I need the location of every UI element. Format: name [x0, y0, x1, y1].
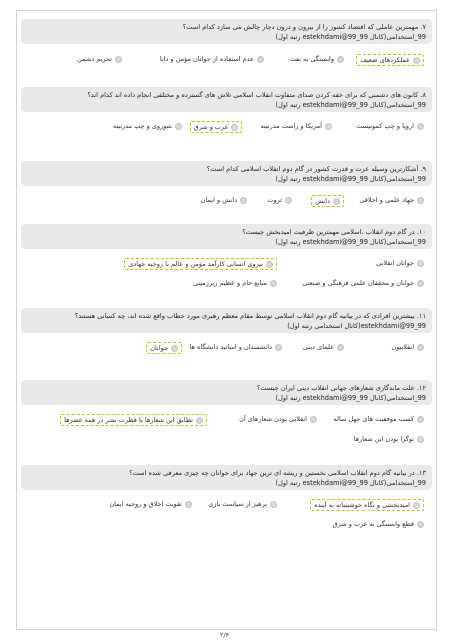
option-label: تطابق این شعارها با فطرت بشر در همه عصرها: [64, 416, 193, 424]
radio-icon[interactable]: [413, 57, 420, 64]
radio-icon[interactable]: [185, 501, 192, 508]
radio-icon[interactable]: [266, 261, 273, 268]
question-title: ۸. کانون های دشمنی که برای خفه کردن صدای متفاوت انقلاب اسلامی تلاش های گسترده و مختلفی انجام داده اند کدام اند؟: [87, 91, 426, 99]
option[interactable]: [109, 500, 192, 508]
option[interactable]: [334, 415, 424, 423]
radio-icon[interactable]: [413, 502, 420, 509]
option-label: علمای دینی: [302, 343, 334, 351]
option-label: منابع خام و عظیم زیرزمینی: [192, 279, 267, 287]
option-label: شوروی و چپ مدرنیته: [112, 122, 172, 130]
radio-icon[interactable]: [417, 521, 424, 528]
option[interactable]: [310, 499, 424, 511]
radio-icon[interactable]: [115, 56, 122, 63]
radio-icon[interactable]: [270, 501, 277, 508]
question-header: [21, 224, 432, 249]
option-label: کسب موفقیت های چهل ساله: [333, 415, 414, 423]
question-channel: 99_استخدامی(کانال estekhdami@99_99 رتبه اول): [275, 33, 426, 41]
option[interactable]: [189, 343, 282, 351]
question-channel: 99_استخدامی(کانال estekhdami@99_99 رتبه اول): [275, 479, 426, 487]
radio-icon[interactable]: [337, 56, 344, 63]
question-8: [21, 87, 432, 138]
option-label: عدم استفاده از جوانان مؤمن و دانا: [159, 55, 254, 63]
option-label: انقلابی بودن شعارهای آن: [239, 415, 307, 423]
radio-icon[interactable]: [417, 197, 424, 204]
question-title: ۱۳. در بیانیه گام دوم انقلاب اسلامی نخستین و ریشه ای ترین جهاد برای جوانان چه چیزی معرفی شده است؟: [129, 469, 426, 477]
option-label: اروپا و چپ کمونیست: [356, 122, 414, 130]
radio-icon[interactable]: [285, 197, 292, 204]
radio-icon[interactable]: [270, 280, 277, 287]
option[interactable]: [239, 415, 317, 423]
radio-icon[interactable]: [417, 123, 424, 130]
question-title: ۹. آشکارترین وسیله عزت و قدرت کشور در گام دوم انقلاب اسلامی کدام است؟: [206, 165, 426, 173]
option-label: عملکردهای ضعیف: [360, 56, 410, 64]
radio-icon[interactable]: [196, 417, 203, 424]
question-9: [21, 161, 432, 212]
question-channel: 99_استخدامی(کانال estekhdami@99_99 رتبه اول): [275, 175, 426, 183]
option[interactable]: [77, 55, 122, 63]
option[interactable]: [146, 342, 182, 354]
option[interactable]: [356, 54, 424, 66]
option[interactable]: [376, 259, 424, 267]
radio-icon[interactable]: [337, 344, 344, 351]
radio-icon[interactable]: [417, 260, 424, 267]
question-channel: 99_استخدامی(کانال estekhdami@99_99 رتبه اول): [275, 238, 426, 246]
option[interactable]: [290, 55, 344, 63]
option[interactable]: [303, 343, 344, 351]
option[interactable]: [391, 343, 424, 351]
question-title: ۱۱. بیشترین افرادی که در بیانیه گام دوم انقلاب اسلامی توسط مقام معظم رهبری مورد خطاب واقع شده اند، چه کسانی هستند؟99_99@estekhdami(کانال استخدامی رتبه اول): [74, 312, 426, 330]
option[interactable]: [124, 258, 277, 270]
option-label: پرهیز از سیاست بازی: [208, 500, 267, 508]
question-13: [21, 465, 432, 538]
question-title: ۱۲. علت ماندگاری شعارهای جهانی انقلاب دینی ایران چیست؟: [256, 384, 426, 392]
option[interactable]: [208, 500, 277, 508]
option[interactable]: [354, 435, 424, 443]
option-label: جوانان و محققان علمی فرهنگی و صنعتی: [302, 279, 414, 287]
option-label: انقلابیون: [391, 343, 414, 351]
option-label: تقویت اخلاق و روحیه ایمان: [109, 500, 182, 508]
option[interactable]: [193, 279, 277, 287]
option-label: آمریکا و راست مدرنیته: [260, 122, 322, 130]
option[interactable]: [201, 196, 247, 204]
option[interactable]: [359, 196, 424, 204]
option-label: دانش و ایمان: [200, 196, 237, 204]
radio-icon[interactable]: [333, 198, 340, 205]
radio-icon[interactable]: [257, 56, 264, 63]
option-label: جوانان انقلابی: [376, 259, 414, 267]
option[interactable]: [333, 520, 424, 528]
question-title: ۱۰. در گام دوم انقلاب ،اسلامی مهمترین ظرفیت امیدبخش چیست؟: [242, 228, 426, 236]
option-label: دانش: [315, 197, 330, 205]
question-header: [21, 308, 432, 333]
radio-icon[interactable]: [417, 280, 424, 287]
question-12: [21, 380, 432, 453]
option-label: وابستگی به نفت: [289, 55, 334, 63]
option[interactable]: [160, 55, 264, 63]
option[interactable]: [113, 122, 182, 130]
page-number: ۲/۴: [219, 631, 230, 639]
radio-icon[interactable]: [417, 344, 424, 351]
radio-icon[interactable]: [231, 124, 238, 131]
option-label: ثروت: [267, 196, 282, 204]
option-label: امیدبخشی و نگاه خوشبینانه به آینده: [314, 501, 410, 509]
option-label: جهاد علمی و اخلاقی: [359, 196, 414, 204]
question-title: ۷. مهمترین عاملی که اقتصاد کشور را از بیرون و درون دچار چالش می سازد کدام است؟: [182, 23, 426, 31]
question-7: [21, 19, 432, 70]
radio-icon[interactable]: [240, 197, 247, 204]
question-header: [21, 87, 432, 112]
option[interactable]: [260, 122, 332, 130]
option[interactable]: [60, 414, 207, 426]
question-header: [21, 465, 432, 490]
option[interactable]: [302, 279, 424, 287]
option-label: نوگرا بودن این شعارها: [353, 435, 414, 443]
question-channel: 99_استخدامی(کانال estekhdami@99_99 رتبه اول): [275, 394, 426, 402]
option-label: قطع وابستگی به غرب و شرق: [332, 520, 414, 528]
option[interactable]: [356, 122, 424, 130]
radio-icon[interactable]: [417, 436, 424, 443]
radio-icon[interactable]: [417, 416, 424, 423]
option-label: جوانان: [150, 344, 168, 352]
option-label: تحریم دشمن: [77, 55, 112, 63]
radio-icon[interactable]: [171, 345, 178, 352]
question-header: [21, 19, 432, 44]
radio-icon[interactable]: [325, 123, 332, 130]
option-label: نیروی انسانی کارآمد مؤمن و عالم با روحیه جهادی: [128, 260, 263, 268]
question-header: [21, 161, 432, 186]
option[interactable]: [311, 195, 344, 207]
option-label: دانشمندان و اساتید دانشگاه ها: [189, 343, 272, 351]
option-label: غرب و شرق: [193, 123, 228, 131]
option[interactable]: [190, 121, 242, 133]
radio-icon[interactable]: [175, 123, 182, 130]
radio-icon[interactable]: [310, 416, 317, 423]
question-header: [21, 380, 432, 405]
option[interactable]: [267, 196, 292, 204]
question-channel: 99_استخدامی(کانال estekhdami@99_99 رتبه اول): [275, 101, 426, 109]
exam-page: [16, 10, 437, 630]
radio-icon[interactable]: [275, 344, 282, 351]
question-10: [21, 224, 432, 297]
question-11: [21, 308, 432, 359]
